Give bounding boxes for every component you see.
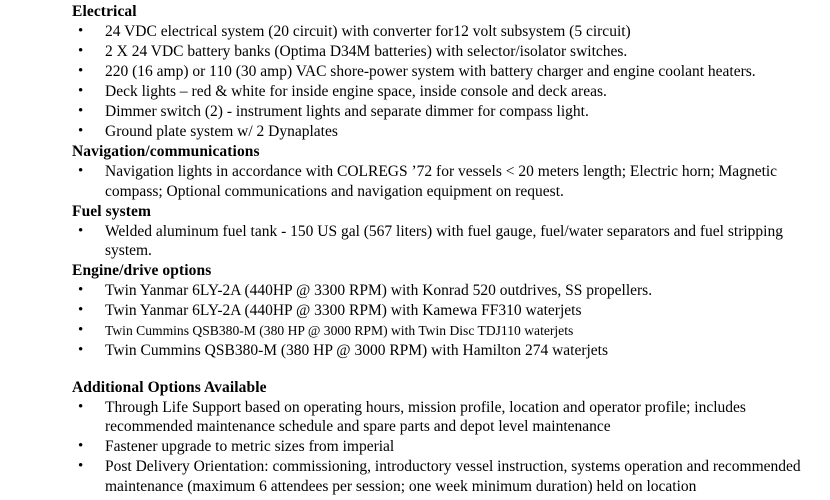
list-item	[72, 301, 812, 321]
list-item-text: Twin Yanmar 6LY-2A (440HP @ 3300 RPM) with Konrad 520 outdrives, SS propellers.	[105, 282, 653, 299]
bullet-icon: •	[78, 43, 84, 59]
list-item	[72, 162, 812, 201]
bullet-icon: •	[78, 83, 84, 99]
list-item-text: Twin Cummins QSB380-M (380 HP @ 3000 RPM) with Twin Disc TDJ110 waterjets	[105, 323, 574, 338]
bullet-icon: •	[78, 282, 84, 298]
list-item-text: 220 (16 amp) or 110 (30 amp) VAC shore-power system with battery charger and engine coolant heaters.	[105, 63, 756, 80]
list-item-text: Welded aluminum fuel tank - 150 US gal (567 liters) with fuel gauge, fuel/water separators and fuel stripping system.	[105, 222, 783, 259]
list-item-text: Twin Cummins QSB380-M (380 HP @ 3000 RPM) with Hamilton 274 waterjets	[105, 342, 609, 359]
bullet-list	[72, 162, 812, 201]
list-item	[72, 62, 812, 82]
list-item-text: Navigation lights in accordance with COLREGS ’72 for vessels < 20 meters length; Electric horn; Magnetic compass; Optional communications and navigation equipment on request.	[105, 163, 778, 200]
list-item-text: 2 X 24 VDC battery banks (Optima D34M batteries) with selector/isolator switches.	[105, 43, 628, 60]
bullet-icon: •	[78, 23, 84, 39]
list-item-text: Ground plate system w/ 2 Dynaplates	[105, 123, 338, 140]
list-item-text: Fastener upgrade to metric sizes from imperial	[105, 438, 395, 455]
bullet-icon: •	[78, 302, 84, 318]
list-item	[72, 22, 812, 42]
section-heading: Electrical	[72, 3, 137, 20]
bullet-icon: •	[78, 103, 84, 119]
list-item	[72, 102, 812, 122]
list-item-text: Through Life Support based on operating hours, mission profile, location and operator profile; includes recommended maintenance schedule and spare parts and depot level maintenance	[105, 398, 746, 435]
bullet-icon: •	[78, 438, 84, 454]
bullet-icon: •	[78, 222, 84, 239]
list-item-text: Dimmer switch (2) - instrument lights and separate dimmer for compass light.	[105, 103, 589, 120]
list-item	[72, 321, 812, 341]
section-heading: Fuel system	[72, 202, 152, 220]
list-item	[72, 398, 812, 437]
bullet-icon: •	[78, 163, 84, 179]
section-heading: Engine/drive options	[72, 262, 212, 279]
list-item	[72, 42, 812, 62]
list-item-text: 24 VDC electrical system (20 circuit) with converter for12 volt subsystem (5 circuit)	[105, 23, 631, 40]
bullet-icon: •	[78, 123, 84, 139]
document-section	[72, 142, 812, 201]
list-item	[72, 457, 812, 496]
bullet-icon: •	[78, 458, 84, 474]
list-item-text: Twin Yanmar 6LY-2A (440HP @ 3300 RPM) with Kamewa FF310 waterjets	[105, 302, 582, 319]
section-heading: Additional Options Available	[72, 378, 267, 396]
bullet-list	[72, 398, 812, 497]
list-item	[72, 122, 812, 142]
list-item-text: Deck lights – red & white for inside engine space, inside console and deck areas.	[105, 83, 607, 100]
bullet-icon: •	[78, 322, 84, 338]
list-item	[72, 437, 812, 457]
bullet-icon: •	[78, 398, 84, 415]
section-heading: Navigation/communications	[72, 143, 260, 160]
document-section	[72, 261, 812, 361]
document-section	[72, 202, 812, 261]
bullet-list	[72, 22, 812, 142]
list-item	[72, 341, 812, 361]
document-section	[72, 378, 812, 497]
bullet-icon: •	[78, 342, 84, 358]
bullet-icon: •	[78, 63, 84, 79]
list-item	[72, 82, 812, 102]
list-item-text: Post Delivery Orientation: commissioning, introductory vessel instruction, systems operation and recommended maintenance (maximum 6 attendees per session; one week minimum duration) held on location	[105, 458, 801, 495]
bullet-list	[72, 222, 812, 261]
document-section	[72, 2, 812, 142]
bullet-list	[72, 281, 812, 361]
list-item	[72, 222, 812, 261]
list-item	[72, 281, 812, 301]
